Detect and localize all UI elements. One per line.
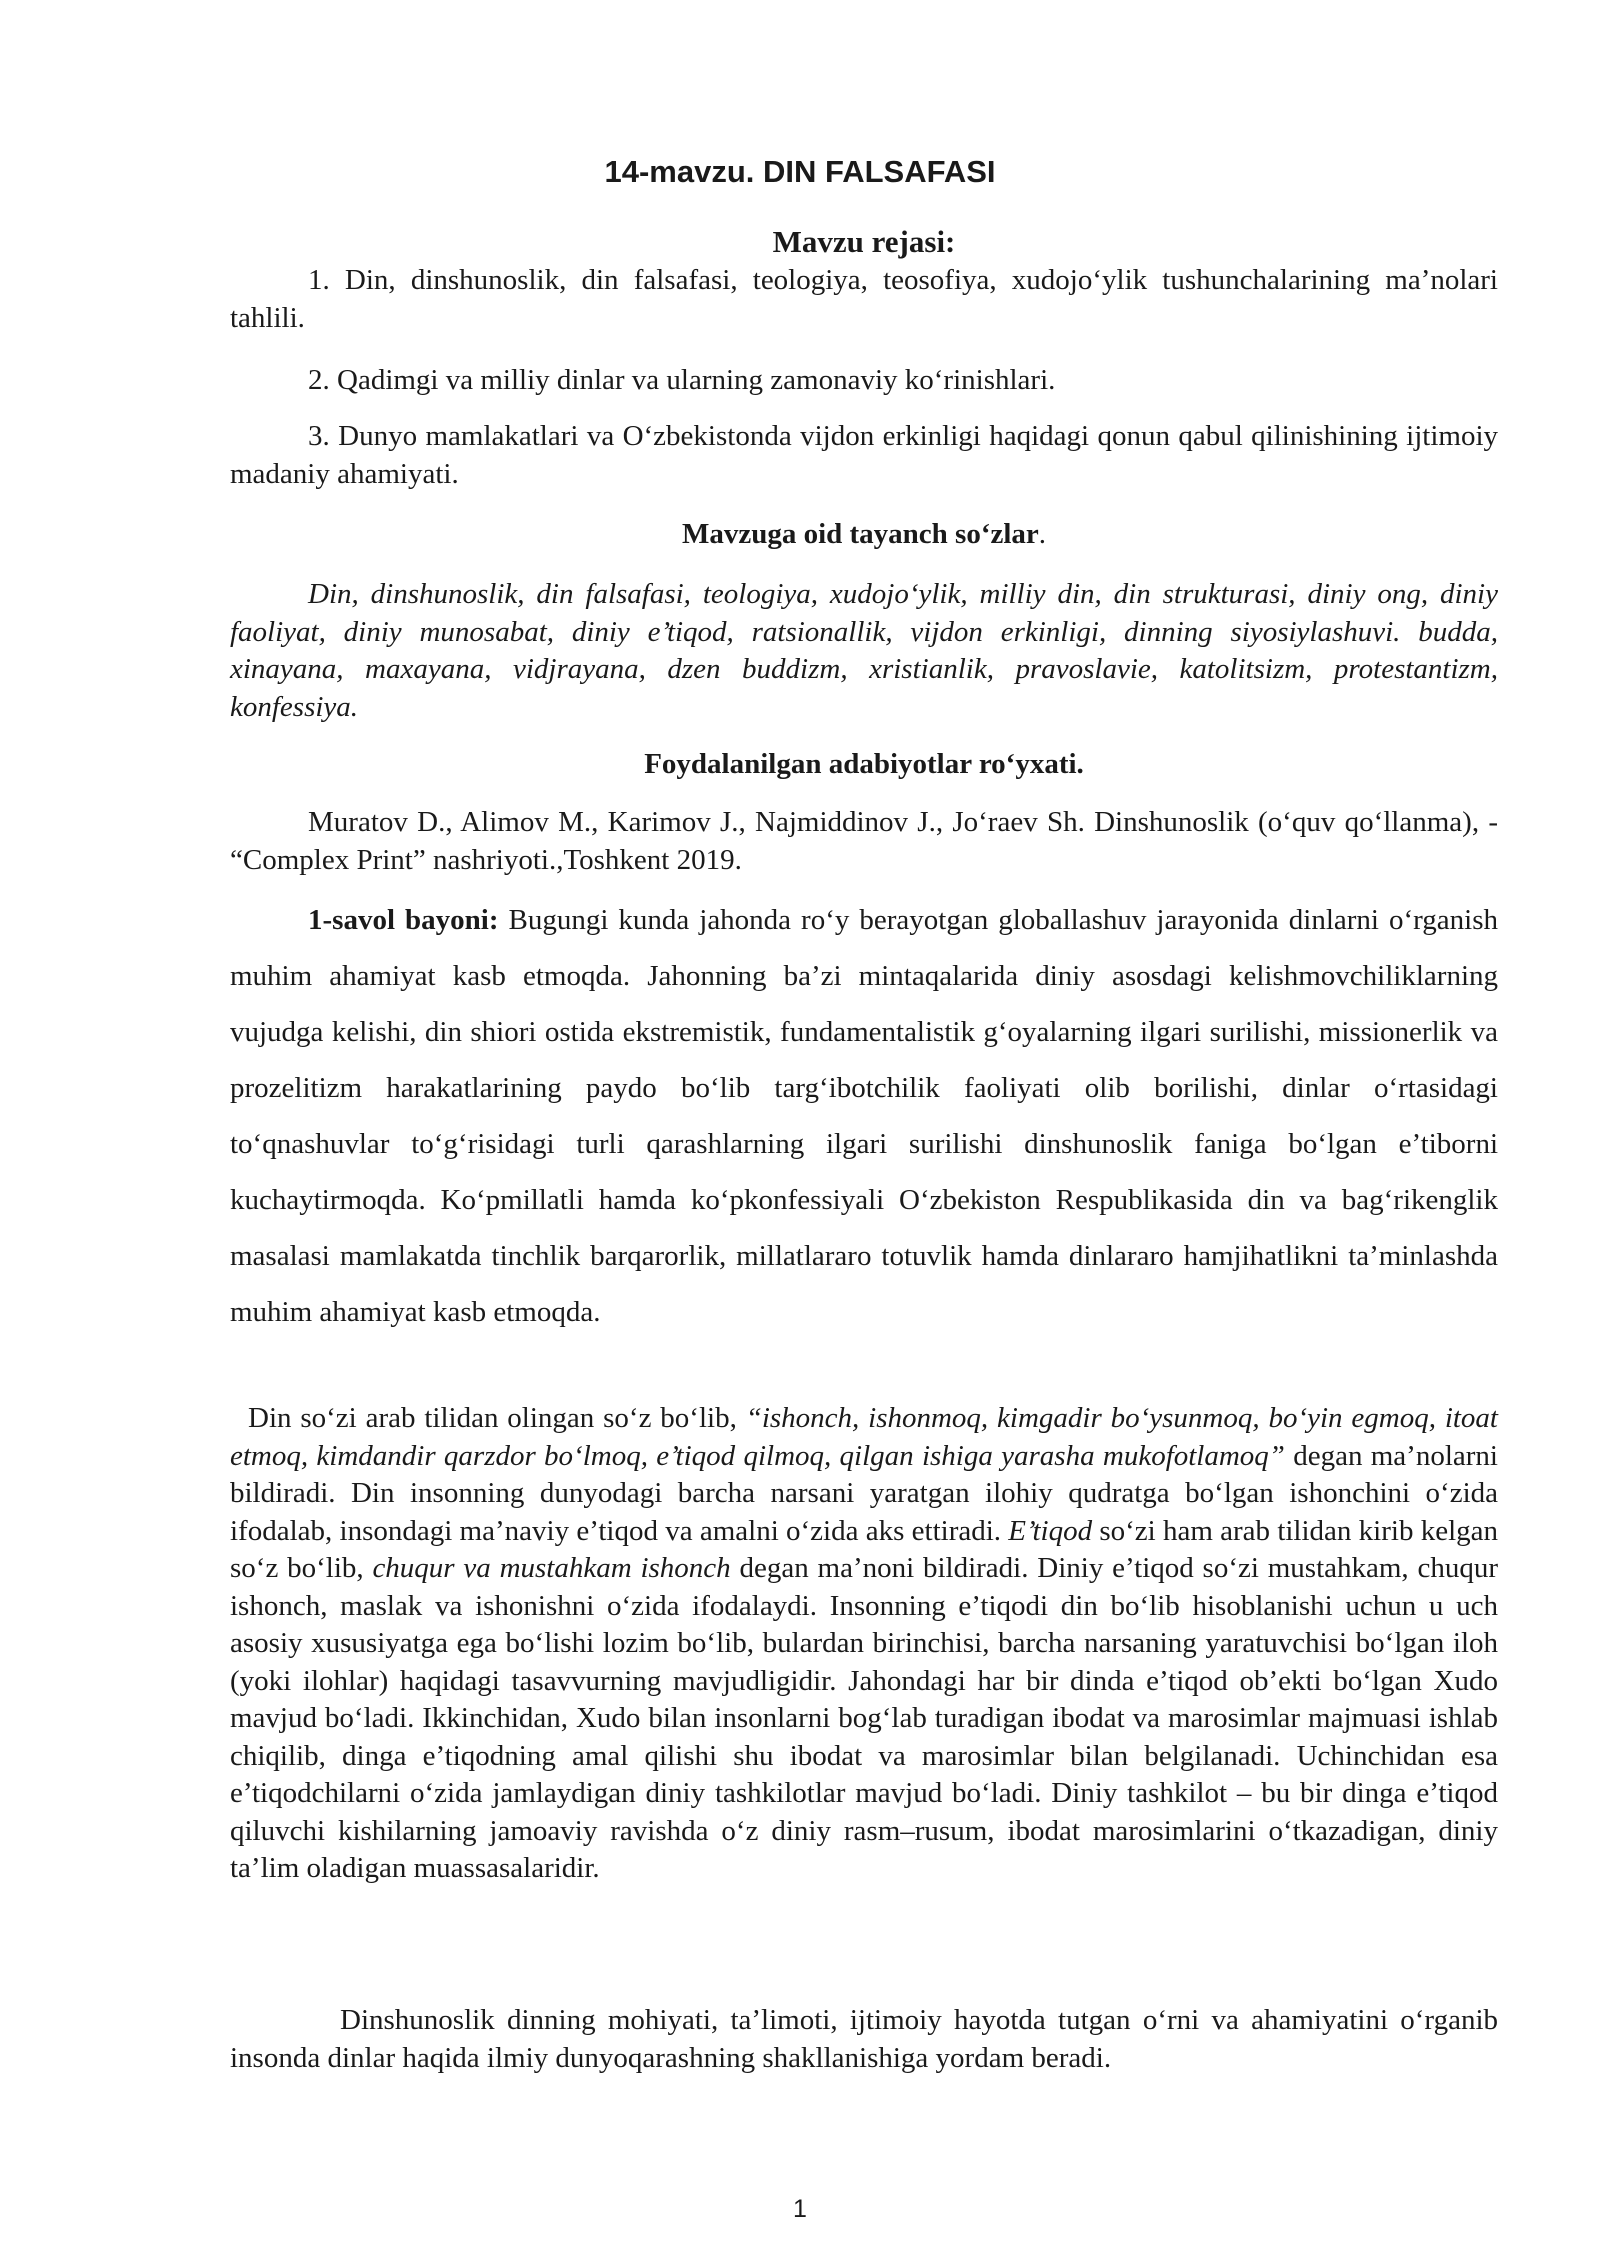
din-italic-2: E’tiqod: [1008, 1514, 1093, 1547]
keywords-italic: Din, dinshunoslik, din falsafasi, teologiya, xudojo‘ylik, milliy din, din strukturasi, diniy ong, diniy faoliyat, diniy munosabat, diniy e’tiqod, ratsionallik, vijdon erkinligi, dinning siyosiylashuvi. budda, xinayana, maxayana, vidjrayana, dzen buddizm, xristianlik, pravoslavie, katolitsizm, protestantizm, konfessiya.: [230, 578, 1498, 723]
question-1-text: Bugungi kunda jahonda ro‘y berayotgan globallashuv jarayonida dinlarni o‘rganish muhim ahamiyat kasb etmoqda. Jahonning ba’zi mintaqalarida diniy asosdagi kelishmovchiliklarning vujudga kelishi, din shiori ostida ekstremistik, fundamentalistik g‘oyalarning ilgari surilishi, missionerlik va prozelitizm harakatlarining paydo bo‘lib targ‘ibotchilik faoliyati olib borilishi, dinlar o‘rtasidagi to‘qnashuvlar to‘g‘risidagi turli qarashlarning ilgari surilishi dinshunoslik faniga bo‘lgan e’tiborni kuchaytirmoqda. Ko‘pmillatli hamda ko‘pkonfessiyali O‘zbekiston Respublikasida din va bag‘rikenglik masalasi mamlakatda tinchlik barqarorlik, millatlararo totuvlik hamda dinlararo hamjihatlikni ta’minlashda muhim ahamiyat kasb etmoqda.: [230, 904, 1498, 1328]
page-title: 14-mavzu. DIN FALSAFASI: [604, 154, 996, 189]
plan-item-1: 1. Din, dinshunoslik, din falsafasi, teologiya, teosofiya, xudojo‘ylik tushunchalarining ma’nolari tahlili.: [230, 264, 1498, 334]
keywords-heading: [230, 516, 1498, 554]
din-text-1: Din so‘zi arab tilidan olingan so‘z bo‘lib,: [248, 1402, 746, 1434]
page-number: 1: [793, 2195, 807, 2223]
din-italic-1: “ishonch, ishonmoq, kimgadir bo‘ysunmoq, bo‘yin egmoq, itoat etmoq, kimdandir qarzdor bo‘lmoq, e’tiqod qilmoq, qilgan ishiga yarasha mukofotlamoq”: [230, 1402, 1498, 1472]
din-text-2: degan ma’nolarni bildiradi. Din insonning dunyodagi barcha narsani yaratgan ilohiy qudratga bo‘lgan ishonchini o‘zida ifodalab, insondagi ma’naviy e’tiqod va amalni o‘zida aks ettiradi.: [230, 1439, 1498, 1547]
plan-item-3: 3. Dunyo mamlakatlari va O‘zbekistonda vijdon erkinligi haqidagi qonun qabul qilinishining ijtimoiy madaniy ahamiyati.: [230, 420, 1498, 490]
plan-item-2: 2. Qadimgi va milliy dinlar va ularning zamonaviy ko‘rinishlari.: [308, 364, 1056, 396]
literature-heading: Foydalanilgan adabiyotlar ro‘yxati.: [644, 748, 1084, 780]
plan-heading: Mavzu rejasi:: [772, 224, 956, 259]
literature-text: Muratov D., Alimov M., Karimov J., Najmiddinov J., Jo‘raev Sh. Dinshunoslik (o‘quv qo‘llanma), - “Complex Print” nashriyoti.,Toshkent 2019.: [230, 806, 1498, 876]
din-italic-3: chuqur va mustahkam ishonch: [372, 1552, 731, 1584]
question-1-label: 1-savol bayoni:: [308, 904, 499, 936]
din-text-4: degan ma’noni bildiradi. Diniy e’tiqod so‘zi mustahkam, chuqur ishonch, maslak va ishonishni o‘zida ifodalaydi. Insonning e’tiqodi din bo‘lib hisoblanishi uchun u uch asosiy xususiyatga ega bo‘lishi lozim bo‘lib, bulardan birinchisi, barcha narsaning yaratuvchisi bo‘lgan iloh (yoki ilohlar) haqidagi tasavvurning mavjudligidir. Jahondagi har bir dinda e’tiqod ob’ekti bo‘lgan Xudo mavjud bo‘ladi. Ikkinchidan, Xudo bilan insonlarni bog‘lab turadigan ibodat va marosimlar majmuasi ishlab chiqilib, dinga e’tiqodning amal qilishi shu ibodat va marosimlar bilan belgilanadi. Uchinchidan esa e’tiqodchilarni o‘zida jamlaydigan diniy tashkilotlar mavjud bo‘ladi. Diniy tashkilot – bu bir dinga e’tiqod qiluvchi kishilarning jamoaviy ravishda o‘z diniy rasm–rusum, ibodat marosimlarini o‘tkazadigan, diniy ta’lim oladigan muassasalaridir.: [230, 1552, 1499, 1884]
din-text-3: so‘zi ham arab tilidan kirib kelgan so‘z bo‘lib,: [230, 1514, 1499, 1584]
keywords-text: [230, 576, 1498, 726]
keywords-heading-dot: .: [1038, 518, 1047, 550]
din-paragraph: [230, 1400, 1498, 1888]
question-1-paragraph: [230, 892, 1498, 1340]
last-paragraph: Dinshunoslik dinning mohiyati, ta’limoti, ijtimoiy hayotda tutgan o‘rni va ahamiyatini o‘rganib insonda dinlar haqida ilmiy dunyoqarashning shakllanishiga yordam beradi.: [230, 2004, 1498, 2074]
keywords-heading-text: Mavzuga oid tayanch so‘zlar: [681, 518, 1039, 550]
